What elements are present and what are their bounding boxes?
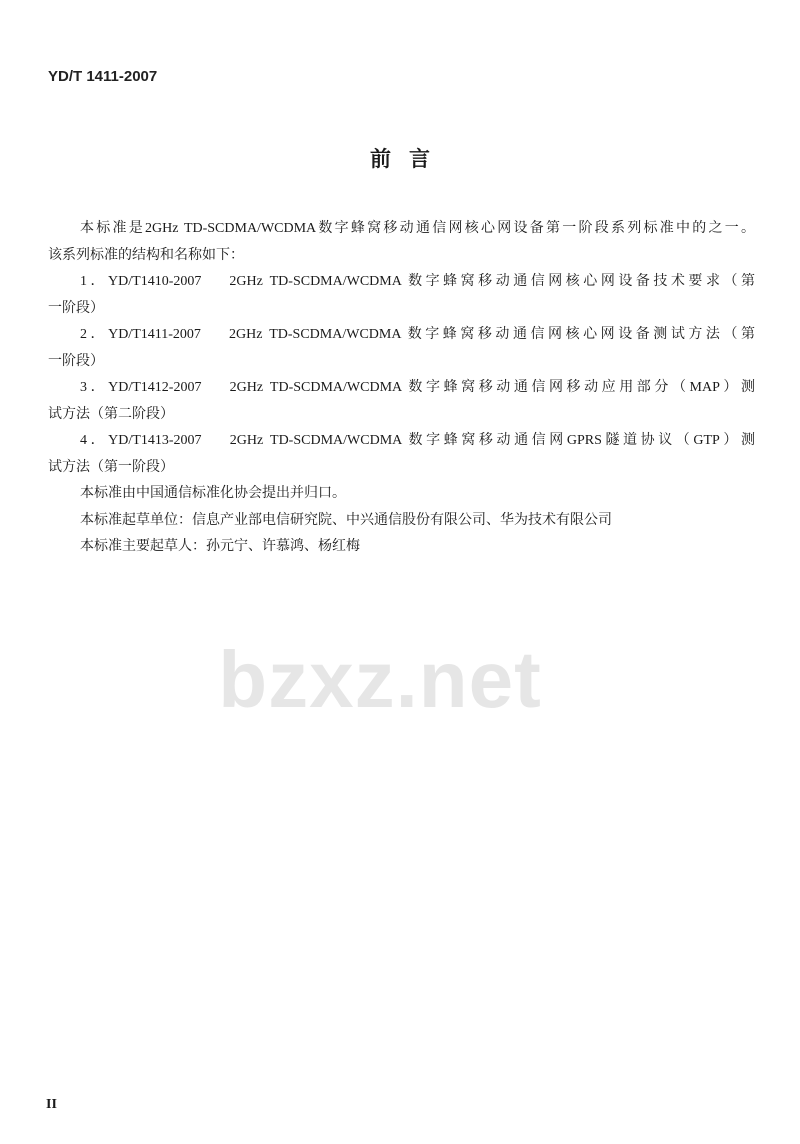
text-line: 试方法（第二阶段）: [48, 406, 174, 422]
text-line: 4．YD/T1413-2007 2GHz TD-SCDMA/WCDMA 数字蜂窝移动通信网GPRS隧道协议（GTP）测: [80, 433, 755, 448]
text-line: 一阶段）: [48, 353, 104, 369]
watermark: bzxz.net: [218, 635, 542, 724]
text-line: 本标准主要起草人：孙元宁、许慕鸿、杨红梅: [80, 539, 360, 554]
page-title: 前言: [370, 147, 448, 171]
text-line: 1．YD/T1410-2007 2GHz TD-SCDMA/WCDMA 数字蜂窝移动通信网核心网设备技术要求（第: [80, 274, 755, 289]
text-line: 本标准是2GHz TD-SCDMA/WCDMA数字蜂窝移动通信网核心网设备第一阶段系列标准中的之一。: [80, 221, 755, 236]
text-line: 试方法（第一阶段）: [48, 459, 174, 475]
text-line: 一阶段）: [48, 300, 104, 316]
text-line: 2．YD/T1411-2007 2GHz TD-SCDMA/WCDMA 数字蜂窝移动通信网核心网设备测试方法（第: [80, 327, 755, 342]
page-number: II: [46, 1097, 57, 1112]
text-line: 本标准起草单位：信息产业部电信研究院、中兴通信股份有限公司、华为技术有限公司: [80, 512, 612, 528]
document-body: [48, 216, 755, 561]
text-line: 本标准由中国通信标准化协会提出并归口。: [80, 486, 346, 501]
text-line: 该系列标准的结构和名称如下：: [48, 247, 244, 263]
text-line: 3．YD/T1412-2007 2GHz TD-SCDMA/WCDMA 数字蜂窝移动通信网移动应用部分（MAP）测: [80, 380, 755, 395]
standard-code-header: YD/T 1411-2007: [48, 68, 158, 85]
